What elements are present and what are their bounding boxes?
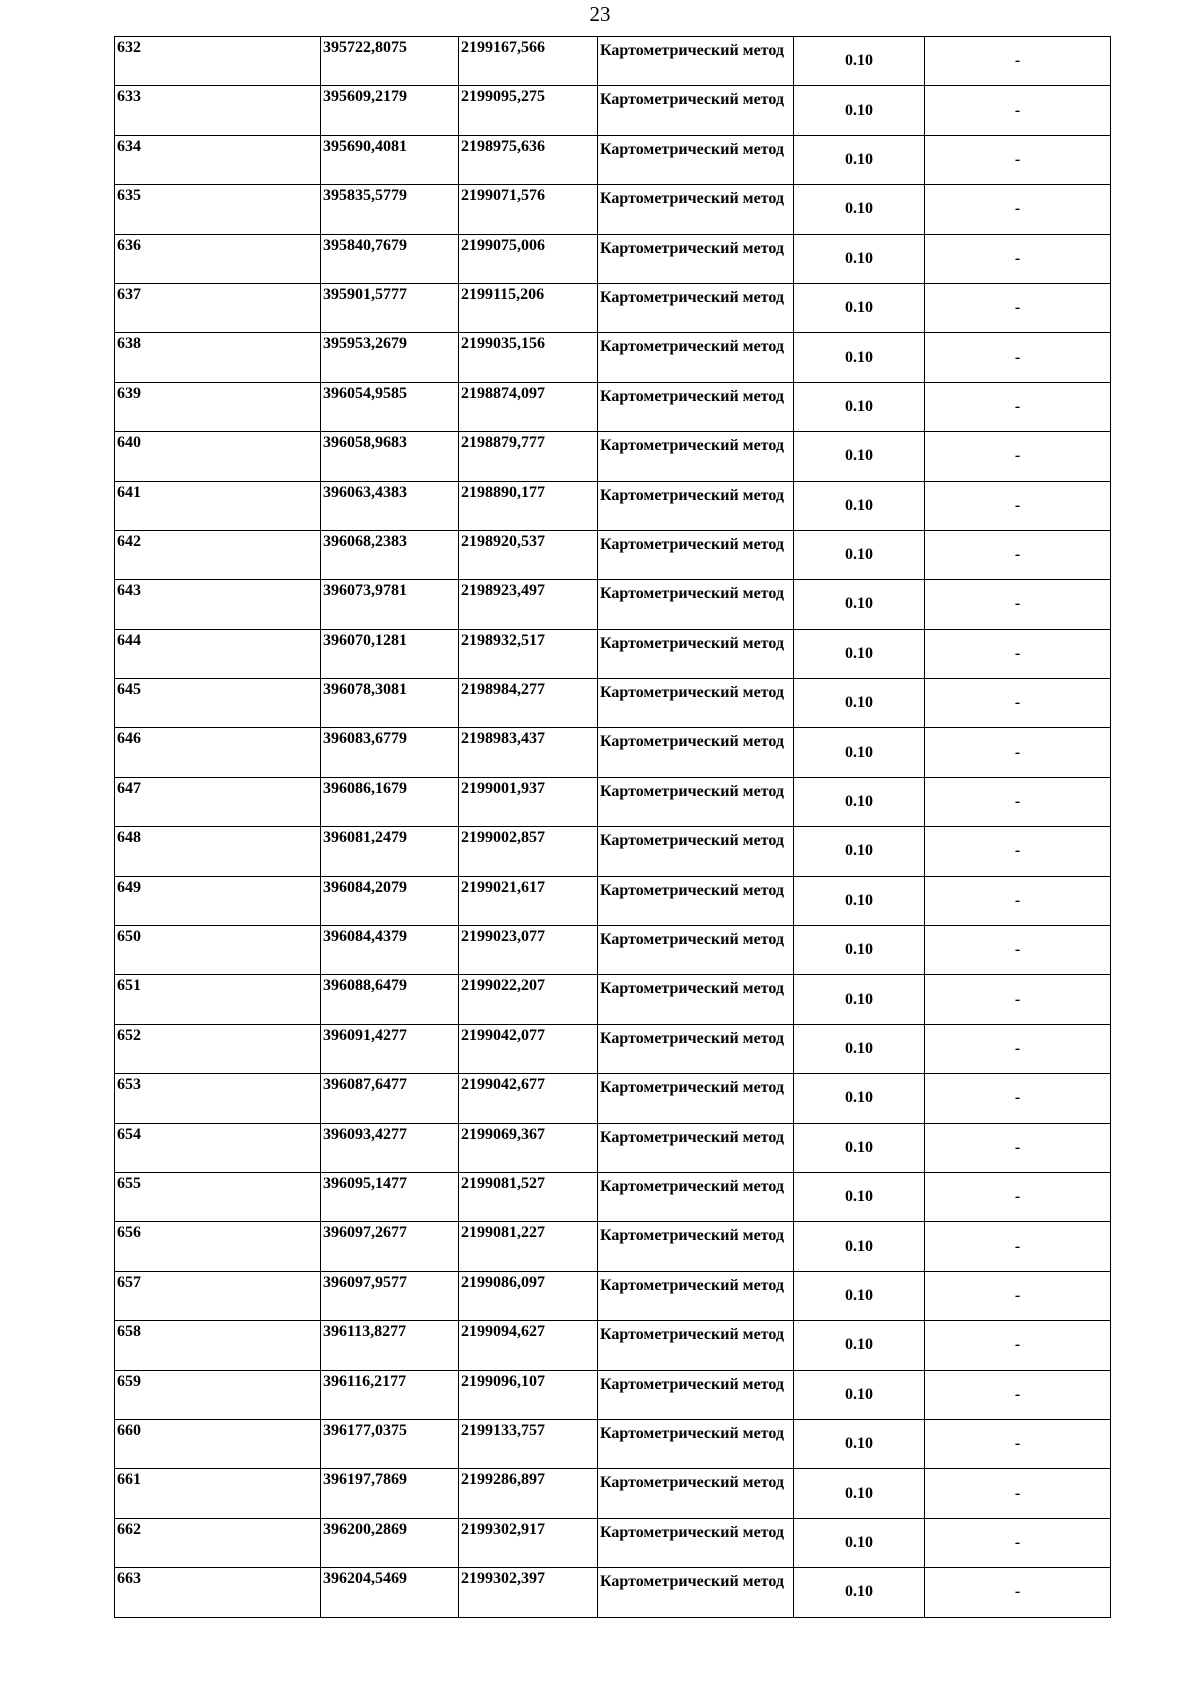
point-number-cell: 642 <box>115 530 321 579</box>
accuracy-cell: 0.10 <box>794 481 925 530</box>
accuracy-cell: 0.10 <box>794 1469 925 1518</box>
accuracy-cell: 0.10 <box>794 37 925 86</box>
method-cell: Картометрический метод <box>598 382 794 431</box>
y-coordinate-cell: 2199302,397 <box>459 1568 598 1617</box>
y-coordinate-cell: 2199081,527 <box>459 1172 598 1221</box>
note-cell: - <box>925 1024 1111 1073</box>
accuracy-cell: 0.10 <box>794 926 925 975</box>
method-cell: Картометрический метод <box>598 234 794 283</box>
method-cell: Картометрический метод <box>598 827 794 876</box>
table-row <box>115 382 1111 431</box>
table-row <box>115 926 1111 975</box>
y-coordinate-cell: 2199094,627 <box>459 1321 598 1370</box>
accuracy-cell: 0.10 <box>794 1321 925 1370</box>
point-number-cell: 655 <box>115 1172 321 1221</box>
accuracy-cell: 0.10 <box>794 1370 925 1419</box>
y-coordinate-cell: 2199023,077 <box>459 926 598 975</box>
table-row <box>115 629 1111 678</box>
accuracy-cell: 0.10 <box>794 1172 925 1221</box>
note-cell: - <box>925 37 1111 86</box>
method-cell: Картометрический метод <box>598 1123 794 1172</box>
table-row <box>115 975 1111 1024</box>
accuracy-cell: 0.10 <box>794 530 925 579</box>
y-coordinate-cell: 2199096,107 <box>459 1370 598 1419</box>
method-cell: Картометрический метод <box>598 1419 794 1468</box>
method-cell: Картометрический метод <box>598 1321 794 1370</box>
note-cell: - <box>925 86 1111 135</box>
accuracy-cell: 0.10 <box>794 1271 925 1320</box>
note-cell: - <box>925 234 1111 283</box>
y-coordinate-cell: 2199042,677 <box>459 1074 598 1123</box>
table-row <box>115 1370 1111 1419</box>
table-row <box>115 1222 1111 1271</box>
y-coordinate-cell: 2198984,277 <box>459 679 598 728</box>
method-cell: Картометрический метод <box>598 333 794 382</box>
x-coordinate-cell: 395840,7679 <box>321 234 459 283</box>
accuracy-cell: 0.10 <box>794 679 925 728</box>
x-coordinate-cell: 396070,1281 <box>321 629 459 678</box>
point-number-cell: 640 <box>115 432 321 481</box>
note-cell: - <box>925 283 1111 332</box>
point-number-cell: 643 <box>115 580 321 629</box>
method-cell: Картометрический метод <box>598 679 794 728</box>
method-cell: Картометрический метод <box>598 37 794 86</box>
x-coordinate-cell: 396084,4379 <box>321 926 459 975</box>
table-row <box>115 333 1111 382</box>
table-row <box>115 1024 1111 1073</box>
method-cell: Картометрический метод <box>598 777 794 826</box>
y-coordinate-cell: 2199075,006 <box>459 234 598 283</box>
note-cell: - <box>925 1271 1111 1320</box>
note-cell: - <box>925 1469 1111 1518</box>
x-coordinate-cell: 396093,4277 <box>321 1123 459 1172</box>
note-cell: - <box>925 975 1111 1024</box>
x-coordinate-cell: 396087,6477 <box>321 1074 459 1123</box>
method-cell: Картометрический метод <box>598 481 794 530</box>
table-row <box>115 135 1111 184</box>
accuracy-cell: 0.10 <box>794 629 925 678</box>
x-coordinate-cell: 396204,5469 <box>321 1568 459 1617</box>
y-coordinate-cell: 2198932,517 <box>459 629 598 678</box>
y-coordinate-cell: 2199069,367 <box>459 1123 598 1172</box>
method-cell: Картометрический метод <box>598 530 794 579</box>
x-coordinate-cell: 396113,8277 <box>321 1321 459 1370</box>
accuracy-cell: 0.10 <box>794 876 925 925</box>
table-row <box>115 1568 1111 1617</box>
y-coordinate-cell: 2198879,777 <box>459 432 598 481</box>
point-number-cell: 649 <box>115 876 321 925</box>
method-cell: Картометрический метод <box>598 975 794 1024</box>
table-row <box>115 1074 1111 1123</box>
point-number-cell: 651 <box>115 975 321 1024</box>
x-coordinate-cell: 396086,1679 <box>321 777 459 826</box>
y-coordinate-cell: 2199022,207 <box>459 975 598 1024</box>
method-cell: Картометрический метод <box>598 86 794 135</box>
method-cell: Картометрический метод <box>598 185 794 234</box>
x-coordinate-cell: 396084,2079 <box>321 876 459 925</box>
accuracy-cell: 0.10 <box>794 1222 925 1271</box>
point-number-cell: 636 <box>115 234 321 283</box>
accuracy-cell: 0.10 <box>794 1568 925 1617</box>
page-number: 23 <box>589 2 611 26</box>
point-number-cell: 654 <box>115 1123 321 1172</box>
point-number-cell: 653 <box>115 1074 321 1123</box>
y-coordinate-cell: 2199035,156 <box>459 333 598 382</box>
method-cell: Картометрический метод <box>598 432 794 481</box>
point-number-cell: 639 <box>115 382 321 431</box>
table-row <box>115 283 1111 332</box>
table-row <box>115 530 1111 579</box>
method-cell: Картометрический метод <box>598 1172 794 1221</box>
x-coordinate-cell: 396097,9577 <box>321 1271 459 1320</box>
point-number-cell: 656 <box>115 1222 321 1271</box>
note-cell: - <box>925 876 1111 925</box>
point-number-cell: 645 <box>115 679 321 728</box>
x-coordinate-cell: 395953,2679 <box>321 333 459 382</box>
accuracy-cell: 0.10 <box>794 432 925 481</box>
x-coordinate-cell: 396081,2479 <box>321 827 459 876</box>
method-cell: Картометрический метод <box>598 1024 794 1073</box>
method-cell: Картометрический метод <box>598 1568 794 1617</box>
table-row <box>115 728 1111 777</box>
y-coordinate-cell: 2199081,227 <box>459 1222 598 1271</box>
table-row <box>115 432 1111 481</box>
point-number-cell: 635 <box>115 185 321 234</box>
table-row <box>115 1123 1111 1172</box>
method-cell: Картометрический метод <box>598 1518 794 1567</box>
x-coordinate-cell: 395690,4081 <box>321 135 459 184</box>
note-cell: - <box>925 1568 1111 1617</box>
method-cell: Картометрический метод <box>598 629 794 678</box>
x-coordinate-cell: 395609,2179 <box>321 86 459 135</box>
y-coordinate-cell: 2199302,917 <box>459 1518 598 1567</box>
point-number-cell: 648 <box>115 827 321 876</box>
table-row <box>115 1321 1111 1370</box>
point-number-cell: 650 <box>115 926 321 975</box>
point-number-cell: 644 <box>115 629 321 678</box>
table-row <box>115 1172 1111 1221</box>
point-number-cell: 662 <box>115 1518 321 1567</box>
note-cell: - <box>925 1370 1111 1419</box>
note-cell: - <box>925 481 1111 530</box>
accuracy-cell: 0.10 <box>794 283 925 332</box>
point-number-cell: 658 <box>115 1321 321 1370</box>
point-number-cell: 633 <box>115 86 321 135</box>
accuracy-cell: 0.10 <box>794 827 925 876</box>
method-cell: Картометрический метод <box>598 1271 794 1320</box>
x-coordinate-cell: 396058,9683 <box>321 432 459 481</box>
point-number-cell: 646 <box>115 728 321 777</box>
accuracy-cell: 0.10 <box>794 1518 925 1567</box>
accuracy-cell: 0.10 <box>794 1123 925 1172</box>
note-cell: - <box>925 530 1111 579</box>
x-coordinate-cell: 395901,5777 <box>321 283 459 332</box>
x-coordinate-cell: 395835,5779 <box>321 185 459 234</box>
note-cell: - <box>925 1172 1111 1221</box>
x-coordinate-cell: 396097,2677 <box>321 1222 459 1271</box>
x-coordinate-cell: 396068,2383 <box>321 530 459 579</box>
x-coordinate-cell: 396063,4383 <box>321 481 459 530</box>
accuracy-cell: 0.10 <box>794 1074 925 1123</box>
method-cell: Картометрический метод <box>598 580 794 629</box>
x-coordinate-cell: 396054,9585 <box>321 382 459 431</box>
note-cell: - <box>925 1074 1111 1123</box>
accuracy-cell: 0.10 <box>794 185 925 234</box>
y-coordinate-cell: 2199021,617 <box>459 876 598 925</box>
point-number-cell: 652 <box>115 1024 321 1073</box>
coordinates-table <box>114 36 1111 1618</box>
x-coordinate-cell: 396073,9781 <box>321 580 459 629</box>
method-cell: Картометрический метод <box>598 728 794 777</box>
method-cell: Картометрический метод <box>598 1222 794 1271</box>
y-coordinate-cell: 2198920,537 <box>459 530 598 579</box>
table-row <box>115 481 1111 530</box>
table-row <box>115 86 1111 135</box>
note-cell: - <box>925 1518 1111 1567</box>
note-cell: - <box>925 679 1111 728</box>
note-cell: - <box>925 827 1111 876</box>
table-row <box>115 185 1111 234</box>
note-cell: - <box>925 926 1111 975</box>
point-number-cell: 632 <box>115 37 321 86</box>
accuracy-cell: 0.10 <box>794 728 925 777</box>
table-row <box>115 1518 1111 1567</box>
y-coordinate-cell: 2199086,097 <box>459 1271 598 1320</box>
y-coordinate-cell: 2199001,937 <box>459 777 598 826</box>
accuracy-cell: 0.10 <box>794 86 925 135</box>
table-row <box>115 777 1111 826</box>
x-coordinate-cell: 396083,6779 <box>321 728 459 777</box>
table-row <box>115 1271 1111 1320</box>
accuracy-cell: 0.10 <box>794 777 925 826</box>
y-coordinate-cell: 2199071,576 <box>459 185 598 234</box>
point-number-cell: 661 <box>115 1469 321 1518</box>
y-coordinate-cell: 2198874,097 <box>459 382 598 431</box>
accuracy-cell: 0.10 <box>794 1419 925 1468</box>
table-row <box>115 37 1111 86</box>
note-cell: - <box>925 1222 1111 1271</box>
point-number-cell: 634 <box>115 135 321 184</box>
note-cell: - <box>925 382 1111 431</box>
point-number-cell: 637 <box>115 283 321 332</box>
note-cell: - <box>925 580 1111 629</box>
table-row <box>115 876 1111 925</box>
x-coordinate-cell: 396088,6479 <box>321 975 459 1024</box>
accuracy-cell: 0.10 <box>794 1024 925 1073</box>
note-cell: - <box>925 728 1111 777</box>
note-cell: - <box>925 185 1111 234</box>
x-coordinate-cell: 395722,8075 <box>321 37 459 86</box>
y-coordinate-cell: 2199286,897 <box>459 1469 598 1518</box>
note-cell: - <box>925 135 1111 184</box>
accuracy-cell: 0.10 <box>794 975 925 1024</box>
accuracy-cell: 0.10 <box>794 234 925 283</box>
accuracy-cell: 0.10 <box>794 382 925 431</box>
y-coordinate-cell: 2198975,636 <box>459 135 598 184</box>
y-coordinate-cell: 2198890,177 <box>459 481 598 530</box>
y-coordinate-cell: 2199042,077 <box>459 1024 598 1073</box>
x-coordinate-cell: 396091,4277 <box>321 1024 459 1073</box>
x-coordinate-cell: 396116,2177 <box>321 1370 459 1419</box>
y-coordinate-cell: 2199115,206 <box>459 283 598 332</box>
y-coordinate-cell: 2199167,566 <box>459 37 598 86</box>
note-cell: - <box>925 777 1111 826</box>
y-coordinate-cell: 2199002,857 <box>459 827 598 876</box>
method-cell: Картометрический метод <box>598 1370 794 1419</box>
table-row <box>115 234 1111 283</box>
note-cell: - <box>925 1123 1111 1172</box>
note-cell: - <box>925 1419 1111 1468</box>
x-coordinate-cell: 396197,7869 <box>321 1469 459 1518</box>
point-number-cell: 638 <box>115 333 321 382</box>
note-cell: - <box>925 333 1111 382</box>
method-cell: Картометрический метод <box>598 1469 794 1518</box>
y-coordinate-cell: 2199095,275 <box>459 86 598 135</box>
x-coordinate-cell: 396078,3081 <box>321 679 459 728</box>
method-cell: Картометрический метод <box>598 1074 794 1123</box>
accuracy-cell: 0.10 <box>794 580 925 629</box>
method-cell: Картометрический метод <box>598 926 794 975</box>
table-row <box>115 1419 1111 1468</box>
point-number-cell: 663 <box>115 1568 321 1617</box>
table-row <box>115 679 1111 728</box>
note-cell: - <box>925 629 1111 678</box>
note-cell: - <box>925 1321 1111 1370</box>
point-number-cell: 647 <box>115 777 321 826</box>
x-coordinate-cell: 396200,2869 <box>321 1518 459 1567</box>
coordinates-table-body <box>115 37 1111 1618</box>
x-coordinate-cell: 396095,1477 <box>321 1172 459 1221</box>
method-cell: Картометрический метод <box>598 876 794 925</box>
point-number-cell: 659 <box>115 1370 321 1419</box>
y-coordinate-cell: 2198983,437 <box>459 728 598 777</box>
note-cell: - <box>925 432 1111 481</box>
table-row <box>115 1469 1111 1518</box>
accuracy-cell: 0.10 <box>794 333 925 382</box>
table-row <box>115 827 1111 876</box>
table-row <box>115 580 1111 629</box>
x-coordinate-cell: 396177,0375 <box>321 1419 459 1468</box>
point-number-cell: 657 <box>115 1271 321 1320</box>
y-coordinate-cell: 2199133,757 <box>459 1419 598 1468</box>
method-cell: Картометрический метод <box>598 283 794 332</box>
y-coordinate-cell: 2198923,497 <box>459 580 598 629</box>
point-number-cell: 660 <box>115 1419 321 1468</box>
method-cell: Картометрический метод <box>598 135 794 184</box>
accuracy-cell: 0.10 <box>794 135 925 184</box>
point-number-cell: 641 <box>115 481 321 530</box>
